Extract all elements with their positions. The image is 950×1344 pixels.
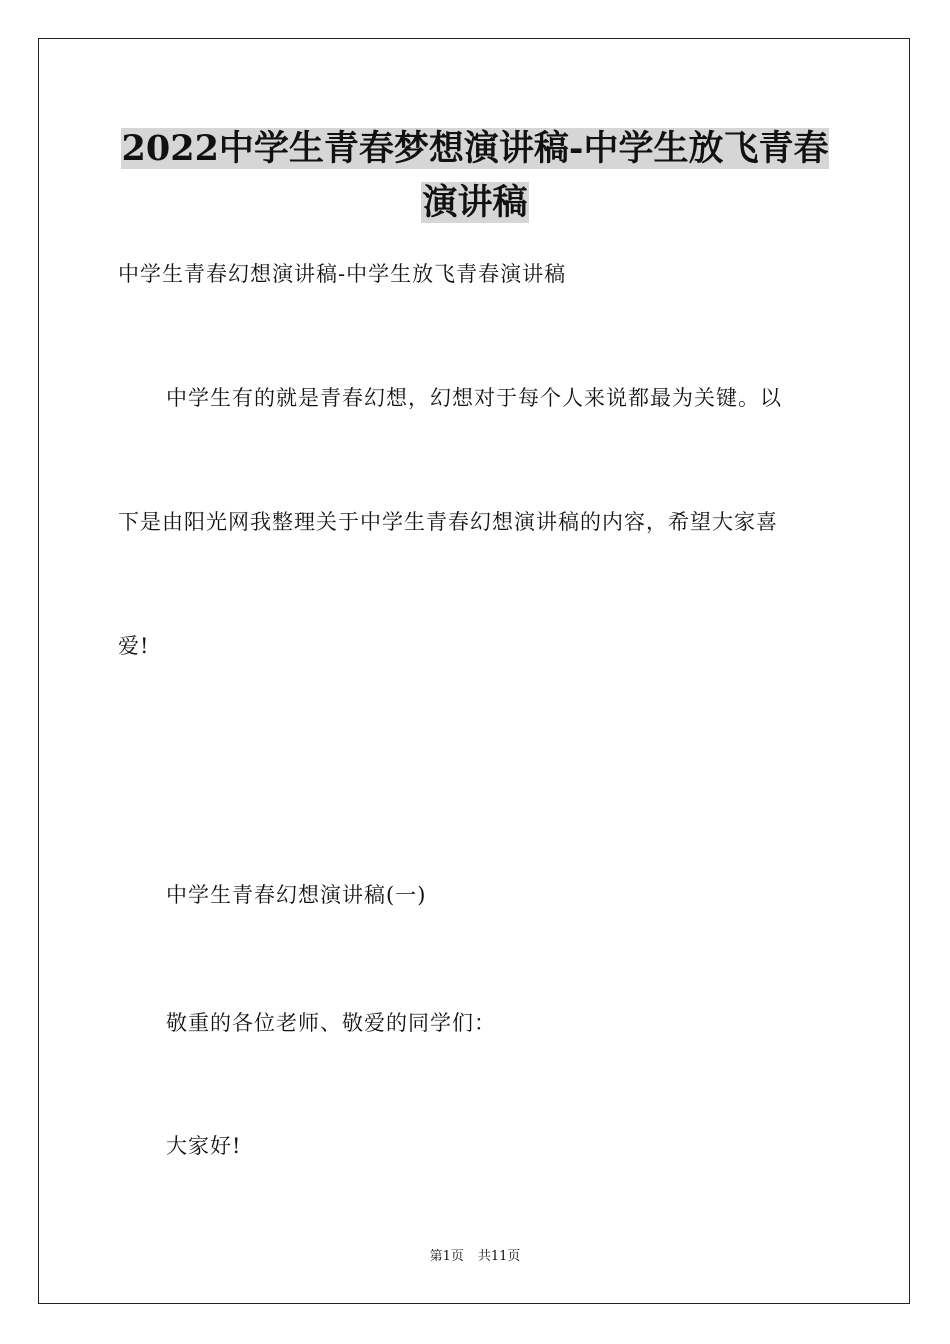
intro-line-1: 中学生有的就是青春幻想，幻想对于每个人来说都最为关键。以: [166, 386, 782, 410]
page-footer: [0, 1248, 950, 1266]
title-line-1: 2022中学生青春梦想演讲稿-中学生放飞青春: [121, 128, 829, 169]
section-heading: 中学生青春幻想演讲稿(一): [166, 883, 427, 907]
subtitle-line: 中学生青春幻想演讲稿-中学生放飞青春演讲稿: [118, 262, 567, 286]
title-line-2: 演讲稿: [422, 182, 528, 223]
document-title: [60, 122, 890, 230]
greeting-line: 大家好!: [166, 1134, 242, 1158]
intro-line-3: 爱!: [118, 634, 150, 658]
total-pages: 共11页: [477, 1249, 521, 1264]
salutation-line: 敬重的各位老师、敬爱的同学们：: [166, 1011, 496, 1035]
page-number: 第1页: [429, 1249, 464, 1264]
intro-line-2: 下是由阳光网我整理关于中学生青春幻想演讲稿的内容，希望大家喜: [118, 510, 778, 534]
